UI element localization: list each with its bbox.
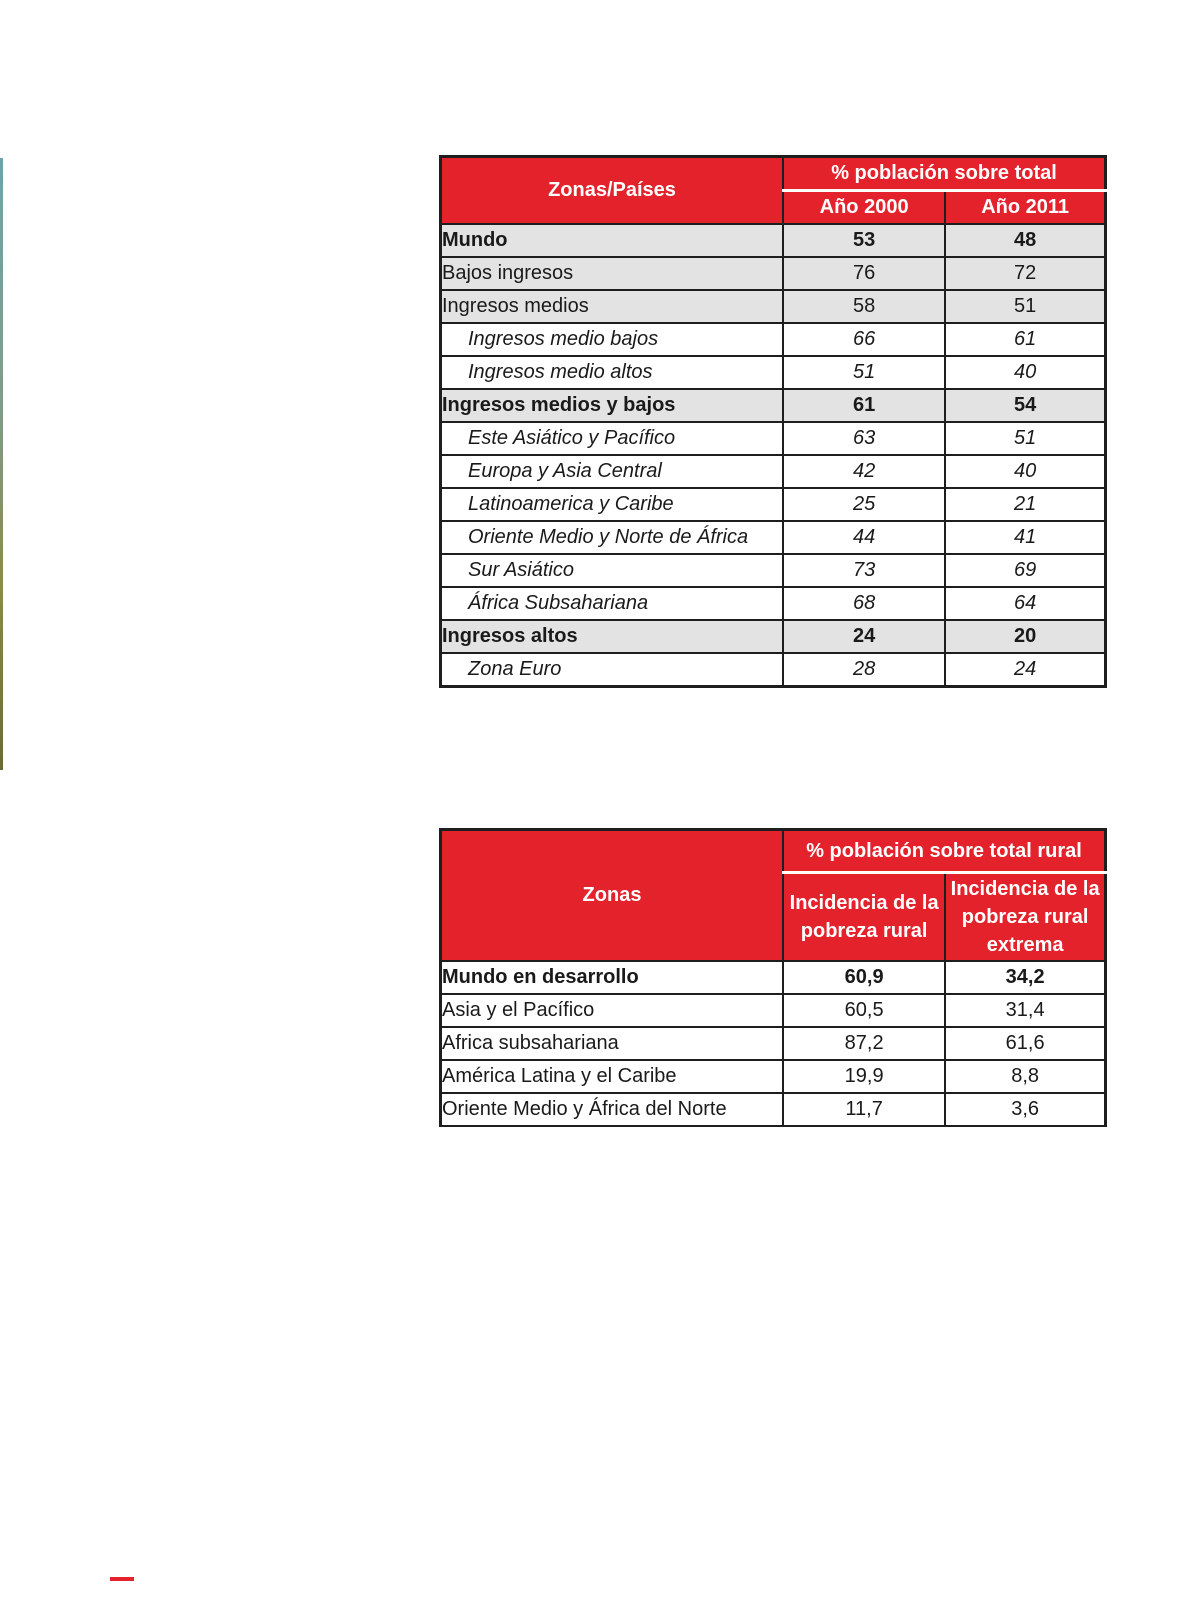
row-label: Bajos ingresos [441,257,784,290]
table-row [441,1060,1106,1093]
value-cell: 20 [945,620,1105,653]
table-row [441,455,1106,488]
row-label: América Latina y el Caribe [441,1060,784,1093]
header-line: pobreza rural [961,906,1089,928]
table-row [441,653,1106,687]
row-label: Asia y el Pacífico [441,994,784,1027]
value-cell: 34,2 [945,961,1105,994]
table-row [441,961,1106,994]
header-line: Incidencia de la [789,892,939,914]
value-cell: 48 [945,224,1105,257]
header-row [441,830,1106,873]
table-row [441,994,1106,1027]
table-row [441,290,1106,323]
row-label: Ingresos medio altos [441,356,784,389]
value-cell: 58 [783,290,945,323]
row-label: Ingresos altos [441,620,784,653]
percent-group-header: % población sobre total [783,157,1106,191]
row-label: Este Asiático y Pacífico [441,422,784,455]
value-cell: 42 [783,455,945,488]
row-label: Mundo en desarrollo [441,961,784,994]
value-cell: 19,9 [783,1060,945,1093]
value-cell: 61 [945,323,1105,356]
value-cell: 72 [945,257,1105,290]
value-cell: 24 [783,620,945,653]
table-row [441,1093,1106,1126]
left-edge-image-strip [0,158,3,770]
value-cell: 51 [945,422,1105,455]
header-line: extrema [986,934,1064,956]
value-cell: 69 [945,554,1105,587]
zones-header: Zonas [441,830,784,962]
value-cell: 41 [945,521,1105,554]
value-cell: 68 [783,587,945,620]
table-row [441,389,1106,422]
value-cell: 28 [783,653,945,687]
row-label: Mundo [441,224,784,257]
value-cell: 51 [945,290,1105,323]
value-cell: 64 [945,587,1105,620]
table-body [441,961,1106,1126]
value-cell: 76 [783,257,945,290]
zones-header: Zonas/Países [441,157,784,225]
value-cell: 44 [783,521,945,554]
value-cell: 25 [783,488,945,521]
row-label: Africa subsahariana [441,1027,784,1060]
row-label: Europa y Asia Central [441,455,784,488]
value-cell: 60,5 [783,994,945,1027]
value-cell: 40 [945,356,1105,389]
row-label: Sur Asiático [441,554,784,587]
row-label: Ingresos medio bajos [441,323,784,356]
row-label: África Subsahariana [441,587,784,620]
value-cell: 31,4 [945,994,1105,1027]
table-body [441,224,1106,687]
value-cell: 63 [783,422,945,455]
table-row [441,257,1106,290]
value-cell: 21 [945,488,1105,521]
value-cell: 73 [783,554,945,587]
value-cell: 53 [783,224,945,257]
page-marker-dash [110,1577,134,1581]
year-2000-header: Año 2000 [783,191,945,225]
table-row [441,224,1106,257]
extreme-rural-poverty-incidence-header [945,873,1105,962]
table-row [441,1027,1106,1060]
value-cell: 8,8 [945,1060,1105,1093]
rural-poverty-table [439,828,1107,1127]
value-cell: 61,6 [945,1027,1105,1060]
table-row [441,488,1106,521]
table-row [441,356,1106,389]
row-label: Oriente Medio y África del Norte [441,1093,784,1126]
row-label: Latinoamerica y Caribe [441,488,784,521]
value-cell: 87,2 [783,1027,945,1060]
row-label: Ingresos medios [441,290,784,323]
table-row [441,323,1106,356]
table-row [441,620,1106,653]
value-cell: 24 [945,653,1105,687]
rural-percent-group-header: % población sobre total rural [783,830,1106,873]
rural-poverty-incidence-header [783,873,945,962]
header-line: Incidencia de la [950,878,1100,900]
table-row [441,554,1106,587]
value-cell: 54 [945,389,1105,422]
value-cell: 60,9 [783,961,945,994]
value-cell: 11,7 [783,1093,945,1126]
value-cell: 61 [783,389,945,422]
table-row [441,587,1106,620]
header-row [441,157,1106,191]
row-label: Zona Euro [441,653,784,687]
value-cell: 66 [783,323,945,356]
row-label: Oriente Medio y Norte de África [441,521,784,554]
table-row [441,521,1106,554]
year-2011-header: Año 2011 [945,191,1105,225]
row-label: Ingresos medios y bajos [441,389,784,422]
value-cell: 3,6 [945,1093,1105,1126]
value-cell: 51 [783,356,945,389]
header-line: pobreza rural [800,920,928,942]
value-cell: 40 [945,455,1105,488]
table-row [441,422,1106,455]
poverty-population-table [439,155,1107,688]
